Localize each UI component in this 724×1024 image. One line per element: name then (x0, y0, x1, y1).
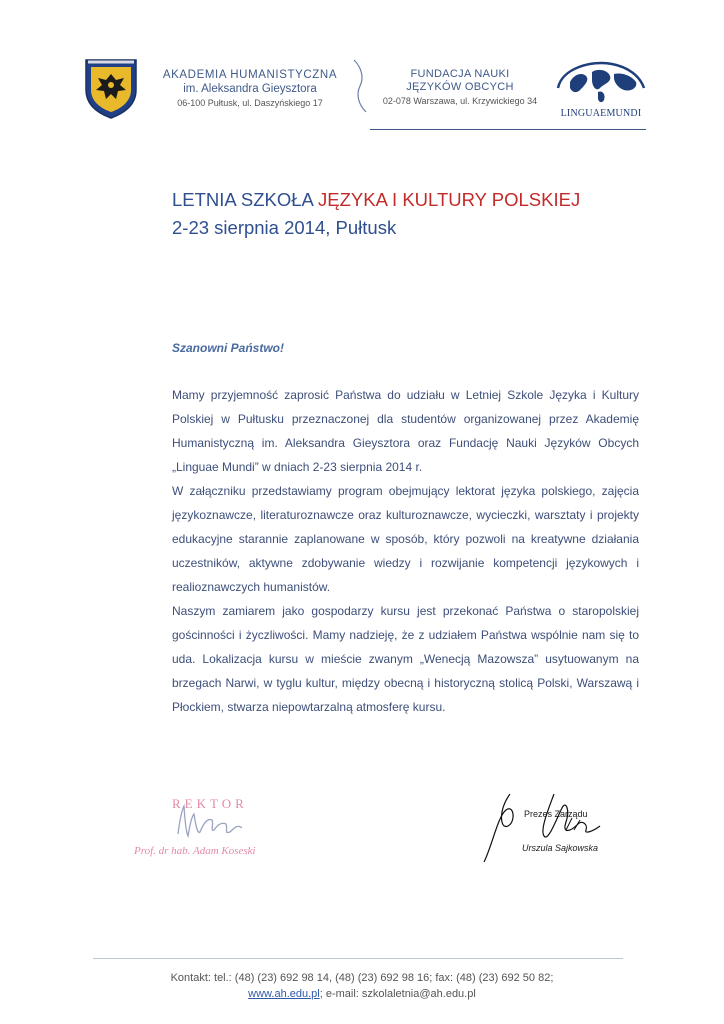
footer-divider (93, 958, 623, 959)
university-patron: im. Aleksandra Gieysztora (183, 83, 317, 95)
footer-web-email (0, 988, 724, 1000)
university-address: 06-100 Pułtusk, ul. Daszyńskiego 17 (177, 98, 323, 108)
foundation-name-line2: JĘZYKÓW OBCYCH (406, 81, 514, 93)
letter-body (172, 383, 639, 719)
university-header (150, 68, 350, 110)
svg-text:REKTOR: REKTOR (172, 796, 248, 811)
paragraph: Naszym zamiarem jako gospodarzy kursu jest przekonać Państwa o staropolskiej gościnności i życzliwości. Mamy nadzieję, że z udziałem Państwa wspólnie nam się to uda. Lokalizacja kursu w mieście zwanym „Wenecją Mazowsza” usytuowanym na brzegach Narwi, w tyglu kultur, między obecną i historyczną stolicą Polski, Warszawą i Płockiem, stwarza niepowtarzalną atmosferę kursu. (172, 604, 639, 714)
paragraph: Mamy przyjemność zaprosić Państwa do udziału w Letniej Szkole Języka i Kultury Polskiej w Pułtusku przeznaczonej dla studentów organizowanej przez Akademię Humanistyczną im. Aleksandra Gieysztora oraz Fundację Nauki Języków Obcych „Linguae Mundi” w dniach 2-23 sierpnia 2014 r. (172, 388, 639, 474)
svg-text:Urszula Sajkowska: Urszula Sajkowska (522, 843, 599, 853)
footer-contact: Kontakt: tel.: (48) (23) 692 98 14, (48) (23) 692 98 16; fax: (48) (23) 692 50 82; (170, 972, 554, 984)
president-signature-stamp (470, 780, 620, 875)
header-divider (370, 129, 646, 130)
foundation-header (375, 68, 545, 108)
greeting: Szanowni Państwo! (172, 341, 285, 355)
rector-signature-stamp (130, 788, 300, 868)
email-text: ; e-mail: szkolaletnia@ah.edu.pl (319, 988, 476, 1000)
university-name: AKADEMIA HUMANISTYCZNA (162, 69, 338, 81)
document-title-line2: 2-23 sierpnia 2014, Pułtusk (172, 217, 397, 238)
document-title-line1: LETNIA SZKOŁA JĘZYKA I KULTURY POLSKIEJ (172, 189, 581, 210)
university-crest-logo (80, 54, 142, 120)
linguae-mundi-wordmark: LINGUAEMUNDI (560, 108, 642, 119)
brace-divider (350, 58, 368, 114)
svg-text:Prezes Zarządu: Prezes Zarządu (524, 809, 588, 819)
website-link[interactable]: www.ah.edu.pl (248, 988, 320, 1000)
paragraph: W załączniku przedstawiamy program obejmujący lektorat języka polskiego, zajęcia językoznawcze, literaturoznawcze oraz kulturoznawcze, wycieczki, warsztaty i projekty edukacyjne starannie zaplanowane w sposób, który pozwoli na kreatywne działania uczestników, aktywne zdobywanie wiedzy i rozwijanie kompetencji językowych i realioznawczych humanistów. (172, 484, 639, 594)
foundation-name-line1: FUNDACJA NAUKI (410, 68, 510, 80)
svg-text:Prof. dr hab. Adam Koseski: Prof. dr hab. Adam Koseski (134, 845, 256, 857)
foundation-address: 02-078 Warszawa, ul. Krzywickiego 34 (382, 96, 538, 106)
